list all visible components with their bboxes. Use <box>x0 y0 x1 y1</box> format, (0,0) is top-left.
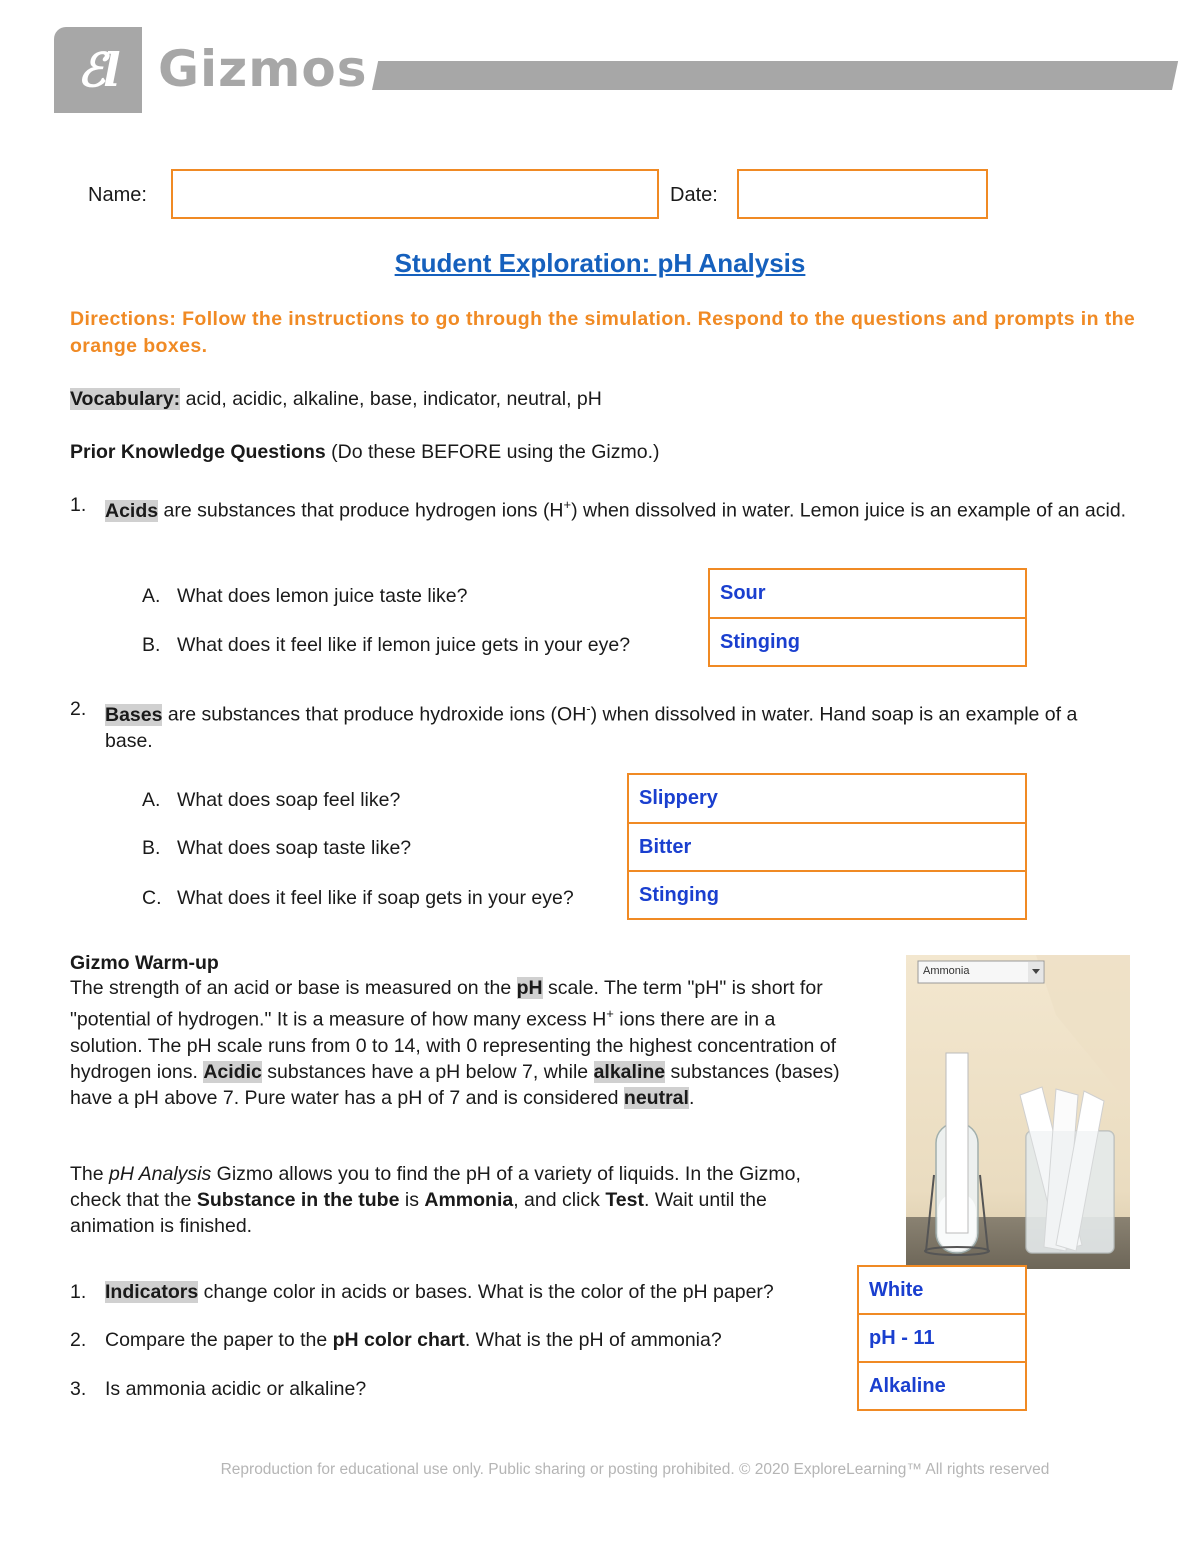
q1a-answer-box[interactable] <box>708 568 1027 619</box>
q2a-answer: Slippery <box>639 787 718 809</box>
header-bar <box>372 61 1178 90</box>
warmup-heading <box>70 950 219 976</box>
wq1-answer-box[interactable] <box>857 1265 1027 1315</box>
vocabulary <box>70 386 602 412</box>
warmup-paragraph-1 <box>70 975 850 1111</box>
question-2-number: 2. <box>70 698 87 720</box>
bases-term: Bases <box>105 703 163 726</box>
ph-color-chart-term: pH color chart <box>332 1329 465 1351</box>
wq3-answer-box[interactable] <box>857 1361 1027 1411</box>
acids-term: Acids <box>105 499 159 522</box>
wq2-answer: pH - 11 <box>869 1326 935 1349</box>
wq3-number: 3. <box>70 1378 87 1400</box>
wq2-pre: Compare the paper to the <box>105 1329 333 1351</box>
q1b-answer-box[interactable] <box>708 617 1027 667</box>
gizmo-screenshot <box>906 955 1130 1269</box>
wq2-number: 2. <box>70 1329 87 1351</box>
name-field[interactable] <box>171 169 659 219</box>
wq2-question: . What is the pH of ammonia? <box>464 1329 722 1351</box>
wq1-question: change color in acids or bases. What is the color of the pH paper? <box>198 1281 774 1303</box>
wq1-number: 1. <box>70 1281 87 1303</box>
q2-sup: - <box>586 701 591 716</box>
question-1-number: 1. <box>70 494 87 516</box>
q2b-letter: B. <box>142 837 161 859</box>
gizmo-illustration <box>906 955 1130 1269</box>
indicators-term: Indicators <box>105 1281 199 1303</box>
wp2-d: , and click <box>513 1189 606 1211</box>
q2b-answer: Bitter <box>639 835 692 858</box>
wq3-answer: Alkaline <box>869 1374 946 1397</box>
wp1-f: . <box>688 1086 695 1109</box>
q2c-question: What does it feel like if soap gets in your eye? <box>177 887 574 909</box>
ammonia-term: Ammonia <box>424 1189 514 1211</box>
q1b-answer: Stinging <box>720 630 800 653</box>
q2-text-b: ) when dissolved in water. Hand soap is an example of a base. <box>105 703 1078 752</box>
wp2-c: is <box>399 1189 425 1211</box>
wq2-answer-box[interactable] <box>857 1313 1027 1363</box>
alkaline-term: alkaline <box>593 1060 666 1083</box>
warmup-paragraph-2 <box>70 1161 850 1239</box>
q1a-question: What does lemon juice taste like? <box>177 585 468 607</box>
q1-text-a: are substances that produce hydrogen ions (H <box>158 499 564 522</box>
gizmo-name: pH Analysis <box>109 1163 212 1185</box>
logo-glyph: ℰl <box>77 43 119 97</box>
q2a-question: What does soap feel like? <box>177 789 401 811</box>
logo <box>54 27 142 113</box>
test-term: Test <box>605 1189 644 1211</box>
wp1-a: The strength of an acid or base is measured on the <box>70 977 517 999</box>
q1-sup: + <box>563 497 572 512</box>
wp2-a: The <box>70 1163 110 1185</box>
wq2-text <box>105 1327 722 1353</box>
ph-term: pH <box>516 977 543 999</box>
footer: Reproduction for educational use only. Public sharing or posting prohibited. © 2020 ExploreLearning™ All rights reserved <box>220 1461 1050 1478</box>
q2b-question: What does soap taste like? <box>177 837 412 859</box>
warmup-title: Gizmo Warm-up <box>70 952 219 974</box>
q2a-answer-box[interactable] <box>627 773 1027 824</box>
neutral-term: neutral <box>623 1086 689 1109</box>
wq1-answer: White <box>869 1278 924 1301</box>
directions: Directions: Follow the instructions to go through the simulation. Respond to the questions and prompts in the orange boxes. <box>70 308 1136 357</box>
vocabulary-label: Vocabulary: <box>70 388 181 410</box>
q2c-letter: C. <box>142 887 162 909</box>
gizmo-dropdown-label: Ammonia <box>923 965 970 977</box>
q1b-letter: B. <box>142 634 161 656</box>
wp1-d: substances have a pH below 7, while <box>261 1060 594 1083</box>
wp1-e: substances (bases) have a pH above 7. Pure water has a pH of 7 and is considered <box>70 1060 840 1109</box>
q2c-answer-box[interactable] <box>627 870 1027 920</box>
name-label: Name: <box>88 184 147 206</box>
wp2-e: . Wait until the animation is finished. <box>70 1189 767 1237</box>
wp2-b: Gizmo allows you to find the pH of a variety of liquids. In the Gizmo, check that the <box>70 1163 801 1211</box>
wp1-c: ions there are in a solution. The pH scale runs from 0 to 14, with 0 representing the highest concentration of hydrogen ions. <box>70 1008 836 1083</box>
q1a-answer: Sour <box>720 582 766 604</box>
q2a-letter: A. <box>142 789 161 811</box>
page-title: Student Exploration: pH Analysis <box>394 248 806 278</box>
acidic-term: Acidic <box>203 1060 262 1083</box>
prior-knowledge-heading <box>70 439 660 465</box>
question-1-text <box>105 492 1145 524</box>
question-2-text <box>105 696 1105 754</box>
wp1-b: scale. The term "pH" is short for "potential of hydrogen." It is a measure of how many excess H <box>70 977 823 1031</box>
vocabulary-terms: acid, acidic, alkaline, base, indicator, neutral, pH <box>180 388 602 410</box>
substance-term: Substance in the tube <box>196 1189 400 1211</box>
q1b-question: What does it feel like if lemon juice gets in your eye? <box>177 634 631 656</box>
q2b-answer-box[interactable] <box>627 822 1027 872</box>
q1a-letter: A. <box>142 585 161 607</box>
wp1-sup: + <box>606 1006 614 1021</box>
prior-knowledge-note: (Do these BEFORE using the Gizmo.) <box>325 441 660 463</box>
q2-text-a: are substances that produce hydroxide ions (OH <box>162 703 587 726</box>
wq3-text: Is ammonia acidic or alkaline? <box>105 1378 367 1400</box>
q1-text-b: ) when dissolved in water. Lemon juice is an example of an acid. <box>571 499 1127 522</box>
prior-knowledge-title: Prior Knowledge Questions <box>70 441 326 463</box>
q2c-answer: Stinging <box>639 883 719 906</box>
date-label: Date: <box>670 184 718 206</box>
wq1-text <box>105 1279 774 1305</box>
date-field[interactable] <box>737 169 988 219</box>
brand-name: Gizmos <box>158 40 368 98</box>
